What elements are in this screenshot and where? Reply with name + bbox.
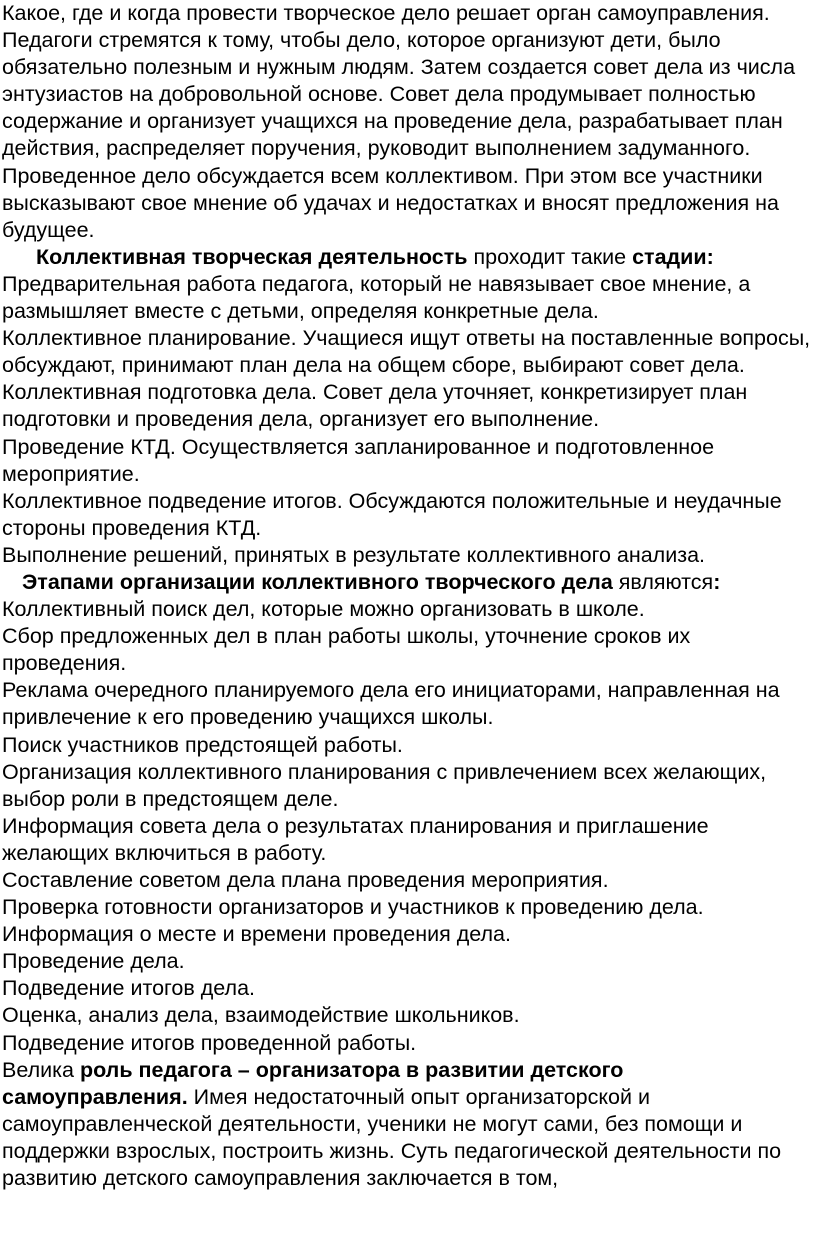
phase-item: Подведение итогов проведенной работы. <box>2 1030 417 1055</box>
stages-heading-bold: Коллективная творческая деятельность <box>36 244 468 269</box>
phase-item: Сбор предложенных дел в план работы школы, уточнение сроков их проведения. <box>2 624 691 676</box>
phase-item: Организация коллективного планирования с привлечением всех желающих, выбор роли в предстоящем деле. <box>2 759 767 811</box>
role-bold: роль педагога – организатора в развитии детского самоуправления. <box>2 1057 624 1109</box>
stages-heading <box>2 244 812 271</box>
role-lead: Велика <box>2 1057 80 1082</box>
phases-heading-colon: : <box>713 569 721 594</box>
role-paragraph <box>2 1057 812 1192</box>
stage-item: Проведение КТД. Осуществляется запланированное и подготовленное мероприятие. <box>2 434 715 486</box>
phases-heading-mid: являются <box>612 569 714 594</box>
stage-item: Коллективное планирование. Учащиеся ищут ответы на поставленные вопросы, обсуждают, принимают план дела на общем сборе, выбирают совет дела. <box>2 326 811 378</box>
phases-heading-bold: Этапами организации коллективного творческого дела <box>22 569 613 594</box>
phase-item: Оценка, анализ дела, взаимодействие школьников. <box>2 1003 520 1028</box>
stage-item: Предварительная работа педагога, который не навязывает свое мнение, а размышляет вместе с детьми, определяя конкретные дела. <box>2 271 751 324</box>
phase-item: Коллективный поиск дел, которые можно организовать в школе. <box>2 597 645 622</box>
phase-item: Проверка готовности организаторов и участников к проведению дела. <box>2 895 704 920</box>
intro-paragraph: Какое, где и когда провести творческое дело решает орган самоуправления. Педагоги стремятся к тому, чтобы дело, которое организуют дети, было обязательно полезным и нужным людям. Затем создается совет дела из числа энтузиастов на добровольной основе. Совет дела продумывает полностью содержание и организует учащихся на проведение дела, разрабатывает план действия, распределяет поручения, руководит выполнением задуманного. Проведенное дело обсуждается всем коллективом. При этом все участники высказывают свое мнение об удачах и недостатках и вносят предложения на будущее. <box>2 1 796 242</box>
stages-heading-bold-2: стадии: <box>632 244 714 269</box>
stage-item: Коллективное подведение итогов. Обсуждаются положительные и неудачные стороны проведения КТД. <box>2 488 782 540</box>
phase-item: Информация о месте и времени проведения дела. <box>2 922 511 947</box>
phase-item: Подведение итогов дела. <box>2 976 256 1001</box>
phase-item: Поиск участников предстоящей работы. <box>2 732 403 757</box>
stages-heading-mid: проходит такие <box>467 244 633 269</box>
stage-item: Коллективная подготовка дела. Совет дела уточняет, конкретизирует план подготовки и проведения дела, организует его выполнение. <box>2 380 748 432</box>
phase-item: Проведение дела. <box>2 949 185 974</box>
phase-item: Составление советом дела плана проведения мероприятия. <box>2 868 609 892</box>
stage-item: Выполнение решений, принятых в результате коллективного анализа. <box>2 542 706 567</box>
role-rest: Имея недостаточный опыт организаторской и самоуправленческой деятельности, ученики не могут сами, без помощи и поддержки взрослых, построить жизнь. Суть педагогической деятельности по развитию детского самоуправления заключается в том, <box>2 1084 782 1191</box>
phase-item: Реклама очередного планируемого дела его инициаторами, направленная на привлечение к его проведению учащихся школы. <box>2 678 780 730</box>
phase-item: Информация совета дела о результатах планирования и приглашение желающих включиться в работу. <box>2 813 709 865</box>
phases-heading <box>2 569 812 596</box>
